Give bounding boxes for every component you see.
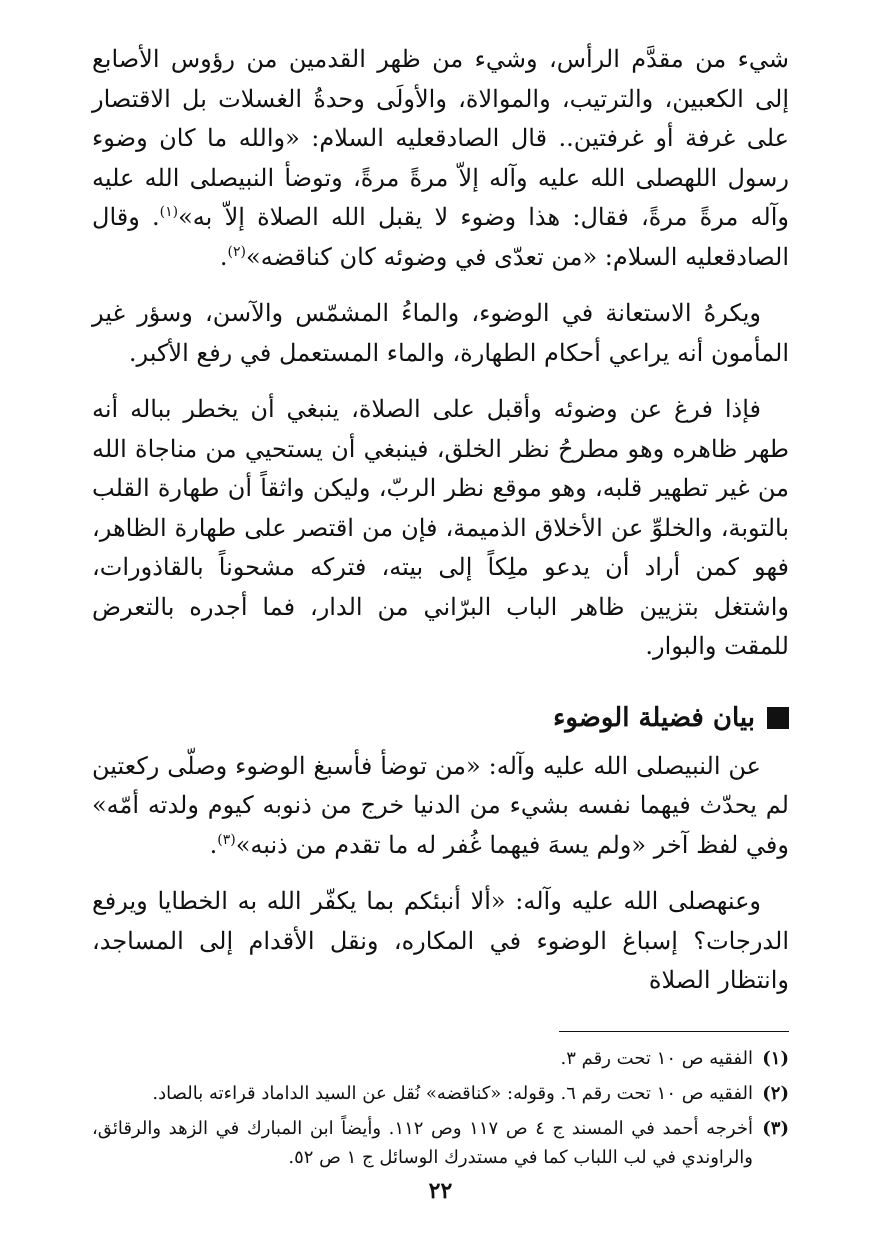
paragraph-hadith-expiation: وعنهصلى الله عليه وآله: «ألا أنبئكم بما يكفّر الله به الخطايا ويرفع الدرجات؟ إسباغ الوضوء في المكاره، ونقل الأقدام إلى المساجد، وانتظار الصلاة <box>92 887 789 994</box>
footnote-number: (١) <box>762 1047 789 1069</box>
footnote-number: (٢) <box>762 1082 789 1104</box>
footnote-2 <box>92 1079 789 1108</box>
paragraph-ablution-method: شيء من مقدَّم الرأس، وشيء من ظهر القدمين من رؤوس الأصابع إلى الكعبين، والترتيب، والموالاة، والأولَى وحدةُ الغسلات بل الاقتصار على غرفة أو غرفتين.. قال الصادقعليه السلام: «والله ما كان وضوء رسول اللهصلى الله عليه وآله إلاّ مرةً مرةً، وتوضأ النبيصلى الله عليه وآله مرةً مرةً، فقال: هذا وضوء لا يقبل الله الصلاة إلاّ به»$^{(١)}$. وقال الصادقعليه السلام: «من تعدّى في وضوئه كان كناقضه»$^{(٢)}$. <box>92 45 790 271</box>
book-page <box>92 40 789 1237</box>
section-heading <box>92 695 789 741</box>
footnote-divider <box>559 1031 789 1032</box>
square-bullet-icon <box>767 707 789 729</box>
footnote-number: (٣) <box>762 1117 789 1139</box>
footnote-1 <box>92 1044 789 1073</box>
section-heading-text: بيان فضيلة الوضوء <box>553 702 755 733</box>
footnote-ref-3[interactable]: (٣) <box>217 831 236 848</box>
footnote-ref-1[interactable]: (١) <box>159 204 179 220</box>
paragraph-inner-purity: فإذا فرغ عن وضوئه وأقبل على الصلاة، ينبغي أن يخطر بباله أنه طهر ظاهره وهو مطرحُ نظر الخلق، فينبغي أن يستحيي من مناجاة الله من غير تطهير قلبه، وهو موقع نظر الربّ، وليكن واثقاً أن طهارة القلب بالتوبة، والخلوِّ عن الأخلاق الذميمة، فإن من اقتصر على طهارة الظاهر، فهو كمن أراد أن يدعو ملِكاً إلى بيته، فتركه مشحوناً بالقاذورات، واشتغل بتزيين ظاهر الباب البرّاني من الدار، فما أجدره بالتعرض للمقت والبوار. <box>92 395 789 660</box>
paragraph-disliked-acts: ويكرهُ الاستعانة في الوضوء، والماءُ المشمّس والآسن، وسؤر غير المأمون أنه يراعي أحكام الطهارة، والماء المستعمل في رفع الأكبر. <box>92 299 789 367</box>
footnote-text: الفقيه ص ١٠ تحت رقم ٣. <box>560 1047 753 1069</box>
footnote-text: أخرجه أحمد في المسند ج ٤ ص ١١٧ وص ١١٢. وأيضاً ابن المبارك في الزهد والرقائق، والراوندي في لب اللباب كما في مستدرك الوسائل ج ١ ص ٥٢. <box>92 1117 753 1168</box>
footnote-3 <box>92 1114 789 1172</box>
paragraph-hadith-prophet: عن النبيصلى الله عليه وآله: «من توضأ فأسبغ الوضوء وصلّى ركعتين لم يحدّث فيهما نفسه بشيء من الدنيا خرج من ذنوبه كيوم ولدته أمّه» وفي لفظ آخر «ولم يسهَ فيهما غُفر له ما تقدم من ذنبه»$^{(٣)}$. <box>92 751 789 859</box>
footnote-ref-2[interactable]: (٢) <box>227 243 247 260</box>
page-number: ٢٢ <box>428 1178 453 1204</box>
footnote-text: الفقيه ص ١٠ تحت رقم ٦. وقوله: «كناقضه» نُقل عن السيد الداماد قراءته بالصاد. <box>152 1082 753 1104</box>
